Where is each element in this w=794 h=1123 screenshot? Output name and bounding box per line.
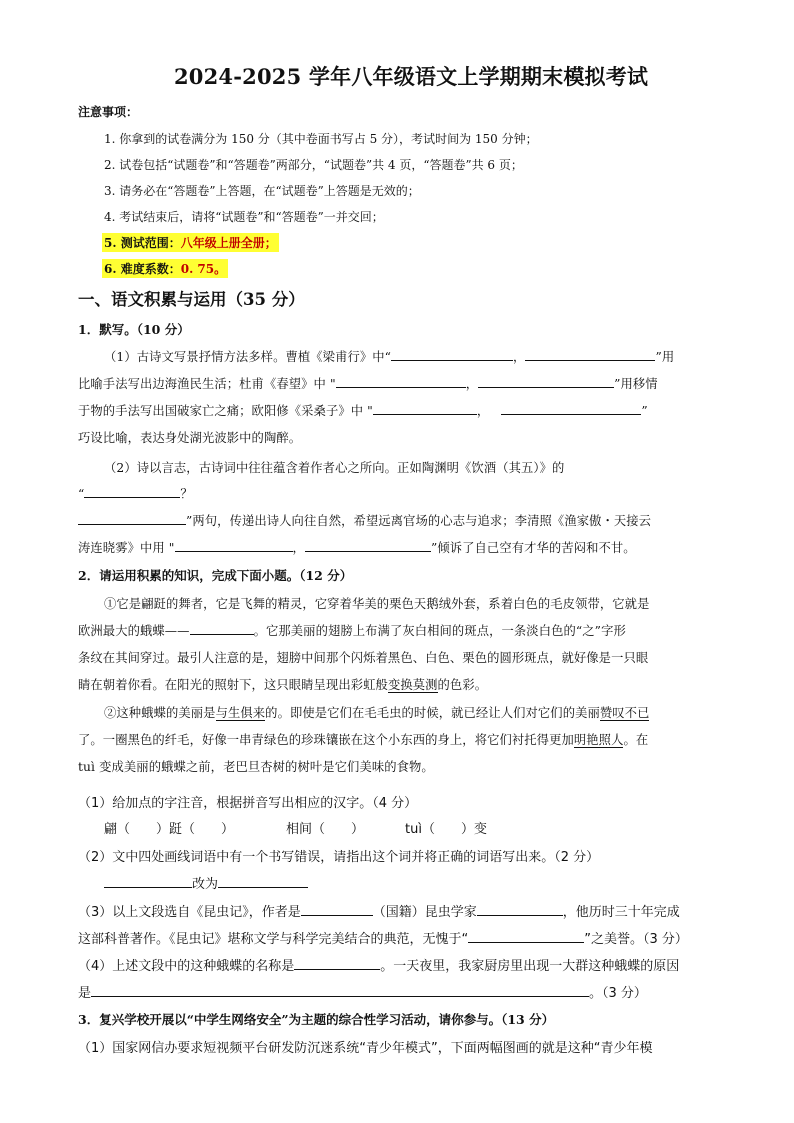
exam-title: 2024-2025 学年八年级语文上学期期末模拟考试 bbox=[174, 64, 649, 89]
answer-blank[interactable] bbox=[478, 375, 614, 388]
note-item-6-label: 6. 难度系数： bbox=[104, 262, 181, 276]
subquestion-4 bbox=[78, 955, 679, 974]
passage-text: tuì 变成美丽的蛾蝶之前，老巴旦杏树的树叶是它们美味的食物。 bbox=[78, 760, 434, 774]
answer-blank[interactable] bbox=[391, 348, 513, 361]
question-1-heading: 1．默写。（10 分） bbox=[78, 322, 190, 337]
answer-blank[interactable] bbox=[501, 402, 641, 415]
passage-text: 。在 bbox=[623, 733, 649, 747]
pinyin-item-3: tuì（ ）变 bbox=[405, 822, 487, 837]
q1-text: 比喻手法写出边海渔民生活；杜甫《春望》中 " bbox=[78, 377, 336, 391]
answer-blank[interactable] bbox=[294, 957, 380, 970]
subquestion-3-text: ”之美誉。（3 分） bbox=[584, 932, 688, 947]
q1-text: ， bbox=[476, 404, 490, 418]
answer-blank[interactable] bbox=[336, 375, 466, 388]
underlined-word: 变换莫测 bbox=[387, 678, 438, 692]
subquestion-4-text: （4）上述文段中的这种蛾蝶的名称是 bbox=[78, 959, 295, 974]
change-to-label: 改为 bbox=[192, 877, 219, 892]
q1-text: （2）诗以言志，古诗词中往往蕴含着作者心之所向。正如陶渊明《饮酒（其五）》的 bbox=[104, 461, 565, 475]
question-2-heading: 2．请运用积累的知识，完成下面小题。（12 分） bbox=[78, 568, 353, 583]
passage-line bbox=[78, 730, 648, 748]
q1-text: ”用移情 bbox=[614, 377, 658, 391]
passage-text: 。它那美丽的翅膀上布满了灰白相间的斑点，一条淡白色的“之”字形 bbox=[253, 624, 626, 638]
subquestion-3-line-2 bbox=[78, 928, 688, 947]
answer-blank[interactable] bbox=[477, 903, 563, 916]
answer-blank[interactable] bbox=[525, 348, 655, 361]
passage-line bbox=[78, 621, 626, 639]
section-heading: 一、语文积累与运用（35 分） bbox=[78, 290, 305, 309]
subquestion-4-text: 。（3 分） bbox=[589, 986, 647, 1001]
underlined-word: 赞叹不已 bbox=[599, 706, 650, 720]
note-item-5-label: 5. 测试范围： bbox=[104, 236, 181, 250]
passage-text: ①它是翩跹的舞者，它是飞舞的精灵，它穿着华美的栗色天鹅绒外套，系着白色的毛皮领带，它就是 bbox=[104, 597, 650, 611]
passage-text: 的。即使是它们在毛毛虫的时候，就已经让人们对它们的美丽 bbox=[265, 706, 600, 720]
q1-line bbox=[78, 374, 658, 392]
q1-text: ”倾诉了自己空有才华的苦闷和不甘。 bbox=[430, 541, 636, 555]
passage-text: 的色彩。 bbox=[437, 678, 488, 692]
q1-line bbox=[78, 538, 636, 556]
answer-blank[interactable] bbox=[218, 875, 308, 888]
note-item-4: 4. 考试结束后，请将“试题卷”和“答题卷”一并交回； bbox=[104, 210, 384, 224]
answer-blank[interactable] bbox=[305, 539, 431, 552]
subquestion-4-line-2 bbox=[78, 982, 647, 1001]
note-item-6-value: 0. 75。 bbox=[180, 262, 227, 276]
notes-heading: 注意事项： bbox=[78, 105, 139, 119]
q1-line bbox=[104, 347, 674, 365]
answer-blank[interactable] bbox=[468, 930, 584, 943]
subquestion-4-text: 。一天夜里，我家厨房里出现一大群这种蛾蝶的原因 bbox=[380, 959, 680, 974]
q1-text: 巧设比喻，表达身处湖光波影中的陶醉。 bbox=[78, 431, 302, 445]
subquestion-3 bbox=[78, 901, 680, 920]
q1-text: “ bbox=[78, 487, 85, 501]
subquestion-1: （1）给加点的字注音，根据拼音写出相应的汉字。（4 分） bbox=[78, 796, 418, 811]
passage-text: 条纹在其间穿过。最引人注意的是，翅膀中间那个闪烁着黑色、白色、栗色的圆形斑点，就好像是一只眼 bbox=[78, 651, 649, 665]
answer-blank[interactable] bbox=[78, 512, 186, 525]
answer-blank[interactable] bbox=[104, 875, 192, 888]
note-item-1: 1. 你拿到的试卷满分为 150 分（其中卷面书写占 5 分），考试时间为 150 分钟； bbox=[104, 132, 538, 146]
subquestion-4-text: 是 bbox=[78, 986, 92, 1001]
answer-blank[interactable] bbox=[91, 984, 589, 997]
answer-blank[interactable] bbox=[175, 539, 293, 552]
q1-text: 涛连晓雾》中用 " bbox=[78, 541, 175, 555]
q1-text: 于物的手法写出国破家亡之痛；欧阳修《采桑子》中 " bbox=[78, 404, 373, 418]
passage-text: ②这种蛾蝶的美丽是 bbox=[104, 706, 216, 720]
answer-blank[interactable] bbox=[84, 485, 180, 498]
pinyin-item-1: 翩（ ）跹（ ） bbox=[104, 822, 235, 837]
passage-line bbox=[104, 703, 649, 721]
question-3-heading: 3．复兴学校开展以“中学生网络安全”为主题的综合性学习活动，请你参与。（13 分） bbox=[78, 1012, 555, 1027]
underlined-word: 明艳照人 bbox=[573, 733, 624, 747]
subquestion-3-text: （国籍）昆虫学家 bbox=[372, 905, 477, 920]
subquestion-2-answer bbox=[104, 873, 308, 892]
answer-blank[interactable] bbox=[190, 622, 254, 635]
subquestion-3-text: （3）以上文段选自《昆虫记》，作者是 bbox=[78, 905, 301, 920]
q1-line bbox=[78, 401, 648, 419]
answer-blank[interactable] bbox=[373, 402, 477, 415]
q1-text: ， bbox=[513, 350, 526, 364]
passage-text: 了。一圈黑色的纤毛，好像一串青绿色的珍珠镶嵌在这个小东西的身上，将它们衬托得更加 bbox=[78, 733, 574, 747]
q1-text: ， bbox=[292, 541, 305, 555]
q1-text: （1）古诗文写景抒情方法多样。曹植《梁甫行》中“ bbox=[104, 350, 392, 364]
note-item-5-value: 八年级上册全册； bbox=[180, 236, 277, 250]
note-item-5 bbox=[102, 233, 279, 252]
note-item-2: 2. 试卷包括“试题卷”和“答题卷”两部分，“试题卷”共 4 页，“答题卷”共 6 页； bbox=[104, 158, 523, 172]
q1-text: ” bbox=[641, 404, 648, 418]
pinyin-item-2: 相间（ ） bbox=[286, 822, 365, 837]
passage-text: 欧洲最大的蛾蝶—— bbox=[78, 624, 190, 638]
note-item-6 bbox=[102, 259, 228, 278]
q1-text: ？ bbox=[180, 487, 193, 501]
note-item-3: 3. 请务必在“答题卷”上答题，在“试题卷”上答题是无效的； bbox=[104, 184, 420, 198]
passage-line bbox=[78, 675, 487, 693]
q1-line bbox=[78, 484, 193, 502]
q1-text: ”两句，传递出诗人向往自然，希望远离官场的心志与追求；李清照《渔家傲・天接云 bbox=[186, 514, 652, 528]
subquestion-2: （2）文中四处画线词语中有一个书写错误，请指出这个词并将正确的词语写出来。（2 分） bbox=[78, 850, 600, 865]
subquestion-3-text: ，他历时三十年完成 bbox=[562, 905, 680, 920]
q3-subquestion-1: （1）国家网信办要求短视频平台研发防沉迷系统“青少年模式”，下面两幅图画的就是这种“青少年模 bbox=[78, 1041, 653, 1056]
q1-line bbox=[78, 511, 651, 529]
answer-blank[interactable] bbox=[301, 903, 373, 916]
q1-text: ， bbox=[465, 377, 479, 391]
q1-text: ”用 bbox=[655, 350, 675, 364]
subquestion-3-text: 这部科普著作。《昆虫记》堪称文学与科学完美结合的典范，无愧于“ bbox=[78, 932, 469, 947]
underlined-word: 与生俱来 bbox=[215, 706, 266, 720]
passage-text: 睛在朝着你看。在阳光的照射下，这只眼睛呈现出彩虹般 bbox=[78, 678, 388, 692]
